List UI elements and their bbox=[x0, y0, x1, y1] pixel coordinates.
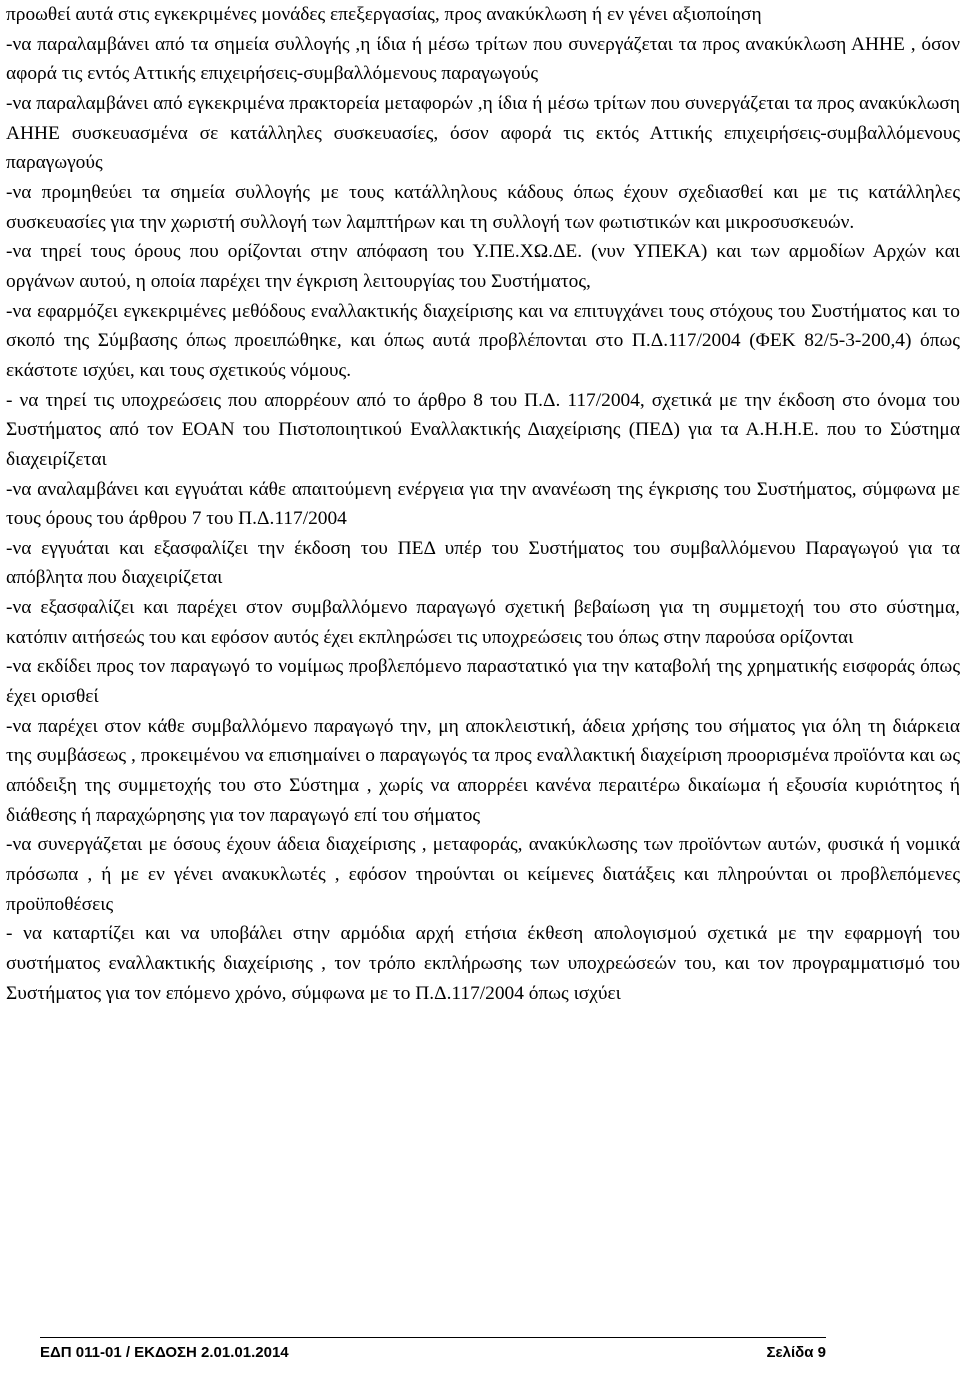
paragraph-collection-outside-attica: -να παραλαμβάνει από εγκεκριμένα πρακτορεία μεταφορών ,η ίδια ή μέσω τρίτων που συνεργάζεται τα προς ανακύκλωση ΑΗΗΕ συσκευασμένα σε κατάλληλες συσκευασίες, όσον αφορά τις εκτός Αττικής επιχειρήσεις-συμβαλλόμενους παραγωγούς bbox=[6, 92, 960, 174]
paragraph-approval-renewal: -να αναλαμβάνει και εγγυάται κάθε απαιτούμενη ενέργεια για την ανανέωση της έγκρισης του Συστήματος, σύμφωνα με τους όρους του άρθρου 7 του Π.Δ.117/2004 bbox=[6, 478, 960, 530]
paragraph-continuation: προωθεί αυτά στις εγκεκριμένες μονάδες επεξεργασίας, προς ανακύκλωση ή εν γένει αξιοποίηση bbox=[6, 4, 762, 25]
footer-divider bbox=[40, 1337, 826, 1338]
document-body bbox=[6, 0, 960, 1008]
paragraph-trademark-license: -να παρέχει στον κάθε συμβαλλόμενο παραγωγό την, μη αποκλειστική, άδεια χρήσης του σήματος για όλη τη διάρκεια της συμβάσεως , προκειμένου να επισημαίνει ο παραγωγός τα προς εναλλακτική διαχείριση προορισμένα προϊόντα και ως απόδειξη της συμμετοχής του στο Σύστημα , χωρίς να απορρέει κανένα περαιτέρω δικαίωμα ή εξουσία κυριότητος ή διάθεσης ή παραχώρησης για τον παραγωγό επί του σήματος bbox=[6, 715, 960, 826]
paragraph-collection-attica: -να παραλαμβάνει από τα σημεία συλλογής ,η ίδια ή μέσω τρίτων που συνεργάζεται τα προς ανακύκλωση ΑΗΗΕ , όσον αφορά τις εντός Αττικής επιχειρήσεις-συμβαλλόμενους παραγωγούς bbox=[6, 33, 960, 85]
paragraph-bins-supply: -να προμηθεύει τα σημεία συλλογής με τους κατάλληλους κάδους όπως έχουν σχεδιασθεί και με τις κατάλληλες συσκευασίες για την χωριστή συλλογή των λαμπτήρων και τη συλλογή των φωτιστικών και μικροσυσκευών. bbox=[6, 181, 960, 233]
paragraph-participation-certificate: -να εξασφαλίζει και παρέχει στον συμβαλλόμενο παραγωγό σχετική βεβαίωση για τη συμμετοχή του στο σύστημα, κατόπιν αιτήσεώς του και εφόσον αυτός έχει εκπληρώσει τις υποχρεώσεις του όπως στην παρούσα ορίζονται bbox=[6, 597, 960, 648]
paragraph-ped-issuance: -να εγγυάται και εξασφαλίζει την έκδοση του ΠΕΔ υπέρ του Συστήματος του συμβαλλόμενου Παραγωγού για τα απόβλητα που διαχειρίζεται bbox=[6, 537, 960, 589]
paragraph-annual-report: - να καταρτίζει και να υποβάλει στην αρμόδια αρχή ετήσια έκθεση απολογισμού σχετικά με την εφαρμογή του συστήματος εναλλακτικής διαχείρισης , τον τρόπο εκπλήρωσης των υποχρεώσεών του, και τον προγραμματισμό του Συστήματος για τον επόμενο χρόνο, σύμφωνα με το Π.Δ.117/2004 όπως ισχύει bbox=[6, 923, 960, 1004]
paragraph-cooperation: -να συνεργάζεται με όσους έχουν άδεια διαχείρισης , μεταφοράς, ανακύκλωσης των προϊόντων αυτών, φυσικά ή νομικά πρόσωπα , ή με εν γένει ανακυκλωτές , εφόσον τηρούνται οι κείμενες διατάξεις και πληρούνται οι προβλεπόμενες προϋποθέσεις bbox=[6, 834, 960, 915]
paragraph-approval-terms: -να τηρεί τους όρους που ορίζονται στην απόφαση του Υ.ΠΕ.ΧΩ.ΔΕ. (νυν ΥΠΕΚΑ) και των αρμοδίων Αρχών και οργάνων αυτού, η οποία παρέχει την έγκριση λειτουργίας του Συστήματος, bbox=[6, 241, 960, 292]
paragraph-fee-document: -να εκδίδει προς τον παραγωγό το νομίμως προβλεπόμενο παραστατικό για την καταβολή της χρηματικής εισφοράς όπως έχει ορισθεί bbox=[6, 656, 960, 708]
footer-document-code: ΕΔΠ 011-01 / ΕΚΔΟΣΗ 2.01.01.2014 bbox=[40, 1344, 289, 1361]
footer-page-number: Σελίδα 9 bbox=[766, 1344, 826, 1361]
paragraph-article-8-obligations: - να τηρεί τις υποχρεώσεις που απορρέουν από το άρθρο 8 του Π.Δ. 117/2004, σχετικά με την έκδοση στο όνομα του Συστήματος από τον ΕΟΑΝ του Πιστοποιητικού Εναλλακτικής Διαχείρισης (ΠΕΔ) για τα Α.Η.Η.Ε. που το Σύστημα διαχειρίζεται bbox=[6, 389, 960, 470]
paragraph-management-methods: -να εφαρμόζει εγκεκριμένες μεθόδους εναλλακτικής διαχείρισης και να επιτυγχάνει τους στόχους του Συστήματος και το σκοπό της Σύμβασης όπως προειπώθηκε, και όπως αυτά προβλέπονται στο Π.Δ.117/2004 (ΦΕΚ 82/5-3-200,4) όπως εκάστοτε ισχύει, και τους σχετικούς νόμους. bbox=[6, 300, 960, 381]
